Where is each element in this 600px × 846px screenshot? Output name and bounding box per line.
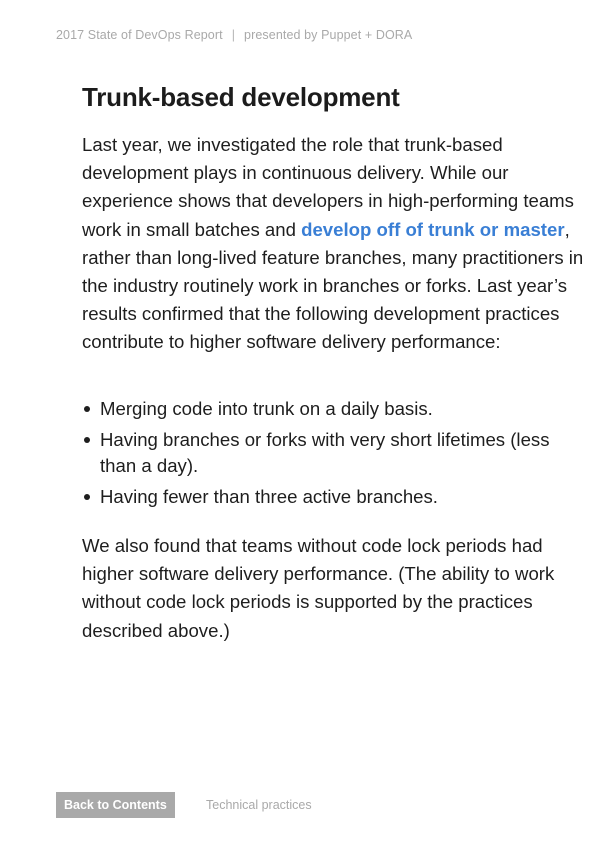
list-item — [82, 427, 582, 479]
list-item-text: Merging code into trunk on a daily basis. — [100, 398, 433, 419]
bullet-icon — [84, 494, 90, 500]
trunk-link[interactable]: develop off of trunk or master — [301, 218, 565, 240]
report-title: 2017 State of DevOps Report — [56, 28, 223, 42]
intro-paragraph — [82, 131, 590, 357]
list-item — [82, 484, 582, 510]
section-name: Technical practices — [206, 798, 312, 812]
practices-list — [82, 396, 582, 515]
header-separator: | — [231, 28, 236, 42]
list-item-text: Having fewer than three active branches. — [100, 486, 438, 507]
page-header — [56, 28, 412, 42]
bullet-icon — [84, 406, 90, 412]
closing-paragraph: We also found that teams without code lock periods had higher software delivery performance. (The ability to work without code lock periods is supported by the practices described above.) — [82, 535, 555, 641]
list-item-text: Having branches or forks with very short lifetimes (less than a day). — [100, 429, 550, 476]
intro-text-start: Last year, we investigated the role that trunk-based development plays in continuous delivery. While our experience shows that developers in high-performing teams work in small batches and — [82, 134, 574, 240]
intro-text-end: , rather than long-lived feature branches, many practitioners in the industry routinely work in branches or forks. Last year’s results confirmed that the following development practices contribute to higher software delivery performance: — [82, 218, 584, 353]
bullet-icon — [84, 437, 90, 443]
back-to-contents-button[interactable]: Back to Contents — [56, 792, 175, 818]
list-item — [82, 396, 582, 422]
page-title: Trunk-based development — [82, 82, 400, 112]
report-presenter: presented by Puppet + DORA — [244, 28, 413, 42]
